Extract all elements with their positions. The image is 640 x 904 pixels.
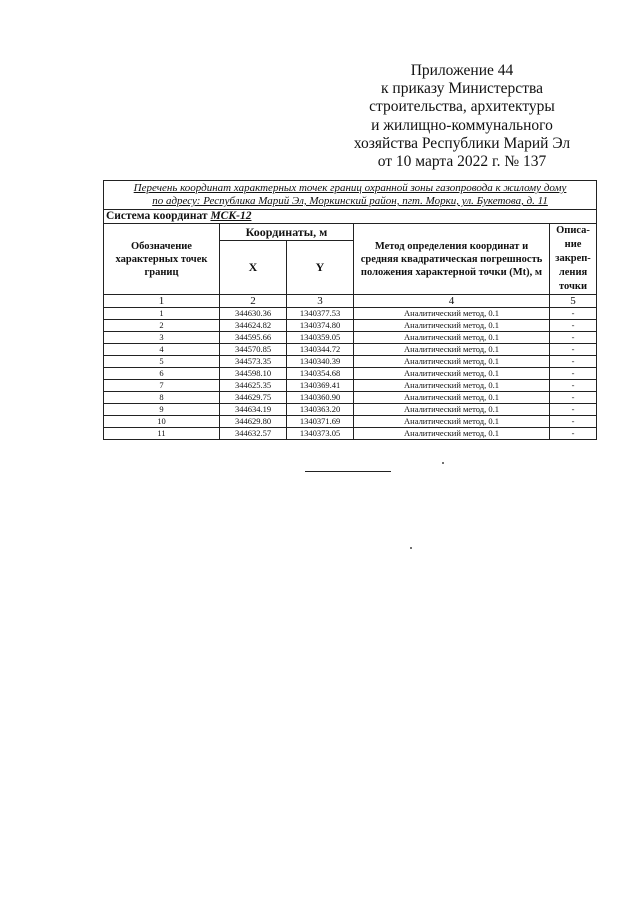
point-number: 11 xyxy=(104,428,220,440)
description: - xyxy=(550,368,597,380)
appendix-line: к приказу Министерства xyxy=(381,80,543,98)
header-description: Описа- ние закреп- ления точки xyxy=(550,224,597,295)
column-number: 2 xyxy=(220,295,287,308)
signature-line xyxy=(305,471,391,472)
description: - xyxy=(550,344,597,356)
table-row xyxy=(104,320,597,332)
table-title-line: Перечень координат характерных точек границ охранной зоны газопровода к жилому дому xyxy=(133,182,567,194)
coord-y: 1340371.69 xyxy=(287,416,354,428)
appendix-line: от 10 марта 2022 г. № 137 xyxy=(377,153,547,171)
column-numbers-row xyxy=(104,295,597,308)
coord-y: 1340359.05 xyxy=(287,332,354,344)
method: Аналитический метод, 0.1 xyxy=(354,404,550,416)
coord-x: 344570.85 xyxy=(220,344,287,356)
point-number: 5 xyxy=(104,356,220,368)
header-x: X xyxy=(220,241,287,295)
method: Аналитический метод, 0.1 xyxy=(354,392,550,404)
column-number: 3 xyxy=(287,295,354,308)
coord-y: 1340377.53 xyxy=(287,308,354,320)
table-row xyxy=(104,404,597,416)
header-y: Y xyxy=(287,241,354,295)
header-method: Метод определения координат и средняя квадратическая погрешность положения характерной точки (Mt), м xyxy=(354,224,550,295)
point-number: 3 xyxy=(104,332,220,344)
table-row xyxy=(104,392,597,404)
coordinate-system-value: МСК-12 xyxy=(210,210,252,222)
coordinate-system-label: Система координат xyxy=(106,210,211,222)
description: - xyxy=(550,356,597,368)
column-number: 5 xyxy=(550,295,597,308)
coord-x: 344624.82 xyxy=(220,320,287,332)
method: Аналитический метод, 0.1 xyxy=(354,356,550,368)
table-row xyxy=(104,356,597,368)
method: Аналитический метод, 0.1 xyxy=(354,344,550,356)
table-row xyxy=(104,308,597,320)
method: Аналитический метод, 0.1 xyxy=(354,428,550,440)
coordinates-table xyxy=(103,180,597,440)
scan-speck xyxy=(442,462,444,464)
description: - xyxy=(550,404,597,416)
coord-x: 344595.66 xyxy=(220,332,287,344)
description: - xyxy=(550,332,597,344)
point-number: 4 xyxy=(104,344,220,356)
header-coords: Координаты, м xyxy=(220,224,354,241)
column-number: 4 xyxy=(354,295,550,308)
coord-x: 344598.10 xyxy=(220,368,287,380)
coord-y: 1340374.80 xyxy=(287,320,354,332)
description: - xyxy=(550,416,597,428)
column-number: 1 xyxy=(104,295,220,308)
description: - xyxy=(550,308,597,320)
table-row xyxy=(104,368,597,380)
coord-y: 1340363.20 xyxy=(287,404,354,416)
coord-x: 344629.75 xyxy=(220,392,287,404)
coord-x: 344625.35 xyxy=(220,380,287,392)
coord-x: 344629.80 xyxy=(220,416,287,428)
table-title-line: по адресу: Республика Марий Эл, Моркинский район, пгт. Морки, ул. Букетова, д. 11 xyxy=(152,195,548,207)
table-row xyxy=(104,380,597,392)
point-number: 9 xyxy=(104,404,220,416)
header-point: Обозначение характерных точек границ xyxy=(104,224,220,295)
method: Аналитический метод, 0.1 xyxy=(354,368,550,380)
method: Аналитический метод, 0.1 xyxy=(354,308,550,320)
scan-speck xyxy=(410,547,412,549)
appendix-header xyxy=(332,62,592,171)
coord-y: 1340354.68 xyxy=(287,368,354,380)
point-number: 2 xyxy=(104,320,220,332)
description: - xyxy=(550,428,597,440)
method: Аналитический метод, 0.1 xyxy=(354,320,550,332)
table-row xyxy=(104,332,597,344)
table-row xyxy=(104,416,597,428)
point-number: 7 xyxy=(104,380,220,392)
table-title xyxy=(104,181,597,210)
coord-y: 1340360.90 xyxy=(287,392,354,404)
method: Аналитический метод, 0.1 xyxy=(354,332,550,344)
point-number: 8 xyxy=(104,392,220,404)
point-number: 10 xyxy=(104,416,220,428)
appendix-line: и жилищно-коммунального xyxy=(371,116,553,134)
appendix-line: хозяйства Республики Марий Эл xyxy=(353,134,571,152)
coord-x: 344630.36 xyxy=(220,308,287,320)
coord-y: 1340344.72 xyxy=(287,344,354,356)
description: - xyxy=(550,392,597,404)
coord-x: 344573.35 xyxy=(220,356,287,368)
appendix-line: строительства, архитектуры xyxy=(369,98,555,116)
description: - xyxy=(550,380,597,392)
coord-y: 1340340.39 xyxy=(287,356,354,368)
description: - xyxy=(550,320,597,332)
coord-x: 344632.57 xyxy=(220,428,287,440)
coord-y: 1340369.41 xyxy=(287,380,354,392)
table-row xyxy=(104,344,597,356)
point-number: 1 xyxy=(104,308,220,320)
coordinate-system xyxy=(104,210,597,224)
point-number: 6 xyxy=(104,368,220,380)
coord-x: 344634.19 xyxy=(220,404,287,416)
method: Аналитический метод, 0.1 xyxy=(354,380,550,392)
coord-y: 1340373.05 xyxy=(287,428,354,440)
method: Аналитический метод, 0.1 xyxy=(354,416,550,428)
appendix-line: Приложение 44 xyxy=(410,62,514,79)
table-row xyxy=(104,428,597,440)
